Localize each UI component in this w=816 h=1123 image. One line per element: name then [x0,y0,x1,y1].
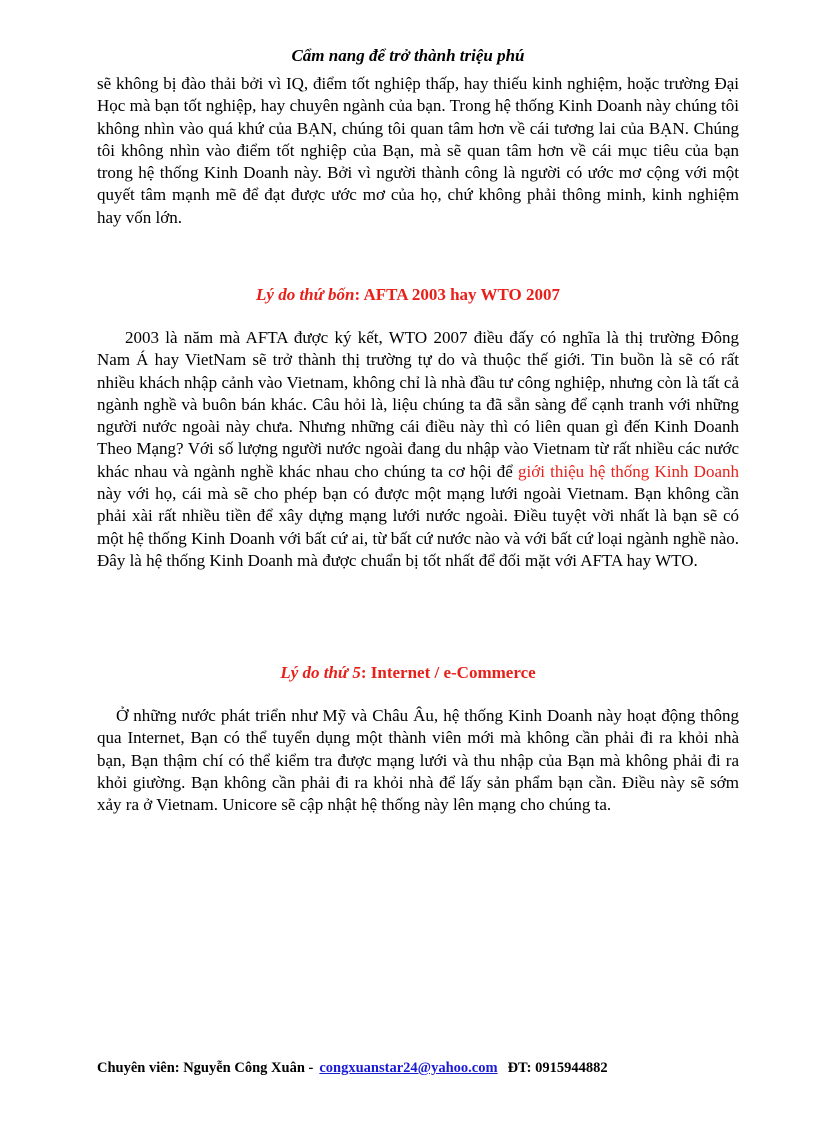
section-4-body [97,327,739,572]
footer-author: Chuyên viên: Nguyễn Công Xuân - [97,1060,314,1076]
section-heading-4 [0,285,816,305]
paragraph-intro: sẽ không bị đào thải bởi vì IQ, điểm tốt nghiệp thấp, hay thiếu kinh nghiệm, hoặc trường Đại Học mà bạn tốt nghiệp, hay chuyên ngành của bạn. Trong hệ thống Kinh Doanh này chúng tôi không nhìn vào quá khứ của BẠN, chúng tôi quan tâm hơn về cái tương lai của BẠN. Chúng tôi không nhìn vào điểm tốt nghiệp của Bạn, mà sẽ quan tâm hơn về cái mục tiêu của bạn trong hệ thống Kinh Doanh này. Bởi vì người thành công là người có ước mơ cộng với một quyết tâm mạnh mẽ để đạt được ước mơ của họ, chứ không phải thông minh, kinh nghiệm hay vốn lớn. [97,74,739,227]
section-5-label: Lý do thứ 5 [280,663,361,682]
section-4-body-part1: 2003 là năm mà AFTA được ký kết, WTO 2007 điều đấy có nghĩa là thị trường Đông Nam Á hay VietNam sẽ trở thành thị trường tự do và thuộc thế giới. Tin buồn là sẽ có rất nhiều khách nhập cảnh vào Vietnam, không chỉ là nhà đầu tư công nghiệp, nhưng còn là tất cả ngành nghề và buôn bán khác. Câu hỏi là, liệu chúng ta đã sẵn sàng để cạnh tranh với những người nước ngoài này chưa. Nhưng những cái điều này thì có liên quan gì đến Kinh Doanh Theo Mạng? Với số lượng người nước ngoài đang du nhập vào Vietnam từ rất nhiều các nước khác nhau và ngành nghề khác nhau cho chúng ta cơ hội để [97,328,739,481]
section-5-body-text: Ở những nước phát triển như Mỹ và Châu Âu, hệ thống Kinh Doanh này hoạt động thông qua Internet, Bạn có thể tuyển dụng một thành viên mới mà không cần phải đi ra khỏi nhà bạn, Bạn thậm chí có thể kiểm tra được mạng lưới và thu nhập của Bạn mà không phải đi ra khỏi giường. Bạn không cần phải đi ra khỏi nhà để lấy sản phẩm bạn cần. Điều này sẽ sớm xảy ra ở Vietnam. Unicore sẽ cập nhật hệ thống này lên mạng cho chúng ta. [97,706,739,815]
section-4-label: Lý do thứ bốn [256,285,355,304]
section-heading-5 [0,663,816,683]
section-5-title: : Internet / e-Commerce [360,663,536,682]
section-4-body-part2: này với họ, cái mà sẽ cho phép bạn có được một mạng lưới ngoài Vietnam. Bạn không cần phải xài rất nhiều tiền để xây dựng mạng lưới nước ngoài. Điều tuyệt vời nhất là bạn sẽ có một hệ thống Kinh Doanh với bất cứ ai, từ bất cứ nước nào và với bất cứ loại ngành nghề nào. Đây là hệ thống Kinh Doanh mà được chuẩn bị tốt nhất để đối mặt với AFTA hay WTO. [97,484,739,570]
footer-phone: ĐT: 0915944882 [507,1060,608,1076]
page-footer [97,1060,747,1077]
section-4-title: : AFTA 2003 hay WTO 2007 [354,285,560,304]
footer-email-link[interactable]: congxuanstar24@yahoo.com [319,1060,498,1076]
section-5-body [97,705,739,816]
page-header-title: Cẩm nang để trở thành triệu phú [291,46,525,65]
section-4-red-link[interactable]: giới thiệu hệ thống Kinh Doanh [518,461,739,481]
